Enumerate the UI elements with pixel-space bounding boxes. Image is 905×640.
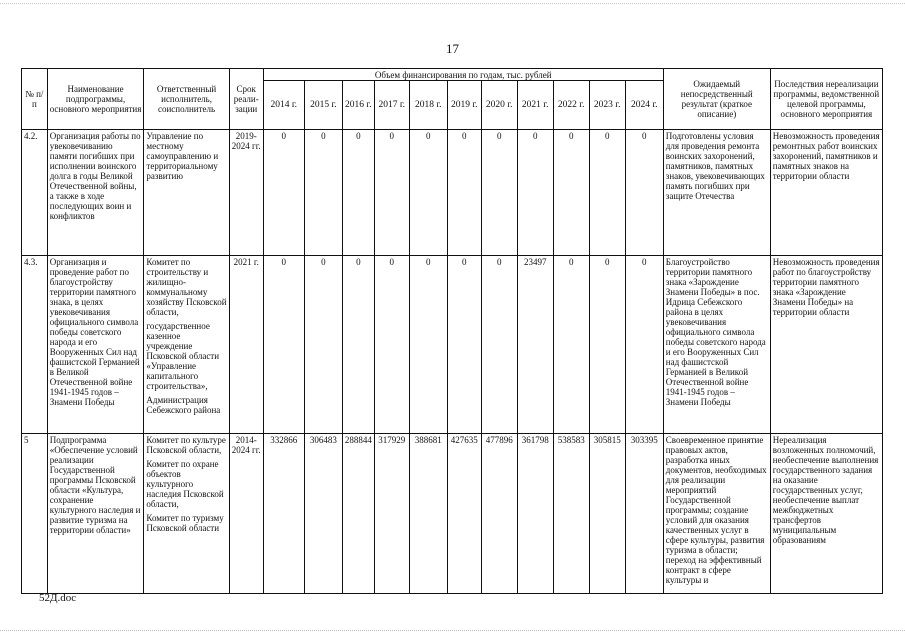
funding-value: 538583 <box>553 434 589 594</box>
row-name: Организация и проведение работ по благоустройству территории памятного знака, в целях увековечивания официального символа победы советского народа и его Вооруженных Сил над фашистской Германией в Великой Отечественной войне 1941-1945 годов – Знамени Победы <box>47 256 144 434</box>
funding-value: 306483 <box>304 434 342 594</box>
funding-value: 0 <box>263 256 304 434</box>
header-year: 2021 г. <box>517 81 553 130</box>
header-result: Ожидаемый непосредственный результат (краткое описание) <box>663 69 770 130</box>
executor-line: государственное казенное учреждение Псковской области «Управление капитального строительства», <box>146 321 220 391</box>
header-year: 2014 г. <box>263 81 304 130</box>
row-executor <box>144 256 229 434</box>
header-consequences: Последствия нереализации программы, ведомственной целевой программы, основного мероприятия <box>770 69 882 130</box>
funding-value: 477896 <box>481 434 517 594</box>
row-executor <box>144 434 229 594</box>
funding-value: 288844 <box>342 434 374 594</box>
header-year: 2016 г. <box>342 81 374 130</box>
header-term: Срок реали-зации <box>229 69 263 130</box>
funding-value: 0 <box>304 256 342 434</box>
table-row <box>22 256 883 434</box>
row-term: 2014-2024 гг. <box>229 434 263 594</box>
row-consequences: Невозможность проведения ремонтных работ воинских захоронений, памятников и памятных знаков на территории области <box>770 130 882 256</box>
scan-artifact-bottom <box>0 630 905 631</box>
funding-value: 303395 <box>625 434 663 594</box>
funding-value: 361798 <box>517 434 553 594</box>
header-year: 2018 г. <box>409 81 447 130</box>
funding-value: 0 <box>374 130 409 256</box>
header-year: 2017 г. <box>374 81 409 130</box>
funding-value: 317929 <box>374 434 409 594</box>
funding-value: 0 <box>304 130 342 256</box>
header-year: 2023 г. <box>589 81 625 130</box>
executor-line: Администрация Себежского района <box>146 395 221 415</box>
row-consequences: Невозможность проведения работ по благоустройству территории памятного знака «Зарождение Знамени Победы» на территории области <box>770 256 882 434</box>
row-executor <box>144 130 229 256</box>
header-executor: Ответственный исполнитель, соисполнитель <box>144 69 229 130</box>
executor-line: Комитет по туризму Псковской области <box>146 513 224 533</box>
funding-value: 0 <box>553 130 589 256</box>
executor-line: Комитет по строительству и жилищно-коммунальному хозяйству Псковской области, <box>146 257 227 317</box>
row-num: 5 <box>22 434 48 594</box>
funding-value: 0 <box>447 130 481 256</box>
row-name: Подпрограмма «Обеспечение условий реализации Государственной программы Псковской области «Культура, сохранение культурного наследия и развитие туризма на территории области» <box>47 434 144 594</box>
header-num: № п/п <box>22 69 48 130</box>
executor-line: Комитет по культуре Псковской области, <box>146 435 226 455</box>
program-table <box>21 68 883 594</box>
row-consequences: Нереализация возложенных полномочий, необеспечение выполнения государственного задания на оказание государственных услуг, необеспечение выплат межбюджетных трансфертов муниципальным образованиям <box>770 434 882 594</box>
header-year: 2015 г. <box>304 81 342 130</box>
header-year: 2024 г. <box>625 81 663 130</box>
header-name: Наименование подпрограммы, основного мероприятия <box>47 69 144 130</box>
page-number: 17 <box>446 41 459 56</box>
table-row <box>22 130 883 256</box>
row-result: Подготовлены условия для проведения ремонта воинских захоронений, памятников, памятных знаков, увековечивающих память погибших при защите Отечества <box>663 130 770 256</box>
funding-value: 0 <box>447 256 481 434</box>
funding-value: 0 <box>263 130 304 256</box>
funding-value: 0 <box>625 130 663 256</box>
row-result: Благоустройство территории памятного знака «Зарождение Знамени Победы» в пос. Идрица Себежского района в целях увековечивания официального символа победы советского народа и его Вооруженных Сил над фашистской Германией в Великой Отечественной войне 1941-1945 годов – Знамени Победы <box>663 256 770 434</box>
funding-value: 0 <box>481 130 517 256</box>
funding-value: 0 <box>517 130 553 256</box>
row-num: 4.3. <box>22 256 48 434</box>
funding-value: 0 <box>342 130 374 256</box>
funding-value: 0 <box>481 256 517 434</box>
row-name: Организация работы по увековечиванию памяти погибших при исполнении воинского долга в годы Великой Отечественной войны, а также в ходе последующих воин и конфликтов <box>47 130 144 256</box>
funding-value: 0 <box>409 256 447 434</box>
header-year: 2022 г. <box>553 81 589 130</box>
funding-value: 0 <box>589 256 625 434</box>
executor-line: Комитет по охране объектов культурного наследия Псковской области, <box>146 459 224 509</box>
row-num: 4.2. <box>22 130 48 256</box>
funding-value: 0 <box>553 256 589 434</box>
executor-line: Управление по местному самоуправлению и территориальному развитию <box>146 131 219 181</box>
header-year: 2020 г. <box>481 81 517 130</box>
scan-artifact-top <box>0 3 905 4</box>
header-funding: Объем финансирования по годам, тыс. рублей <box>263 69 663 81</box>
funding-value: 0 <box>589 130 625 256</box>
row-result: Своевременное принятие правовых актов, разработка иных документов, необходимых для реализации мероприятий Государственной программы; создание условий для оказания качественных услуг в сфере культуры, развития туризма в области; переход на эффективный контракт в сфере культуры и <box>663 434 770 594</box>
funding-value: 0 <box>409 130 447 256</box>
table-row <box>22 434 883 594</box>
funding-value: 388681 <box>409 434 447 594</box>
file-name-footer: 52Д.doc <box>39 592 77 604</box>
header-year: 2019 г. <box>447 81 481 130</box>
funding-value: 0 <box>374 256 409 434</box>
row-term: 2019-2024 гг. <box>229 130 263 256</box>
funding-value: 332866 <box>263 434 304 594</box>
funding-value: 0 <box>342 256 374 434</box>
row-term: 2021 г. <box>229 256 263 434</box>
funding-value: 23497 <box>517 256 553 434</box>
funding-value: 305815 <box>589 434 625 594</box>
funding-value: 0 <box>625 256 663 434</box>
funding-value: 427635 <box>447 434 481 594</box>
